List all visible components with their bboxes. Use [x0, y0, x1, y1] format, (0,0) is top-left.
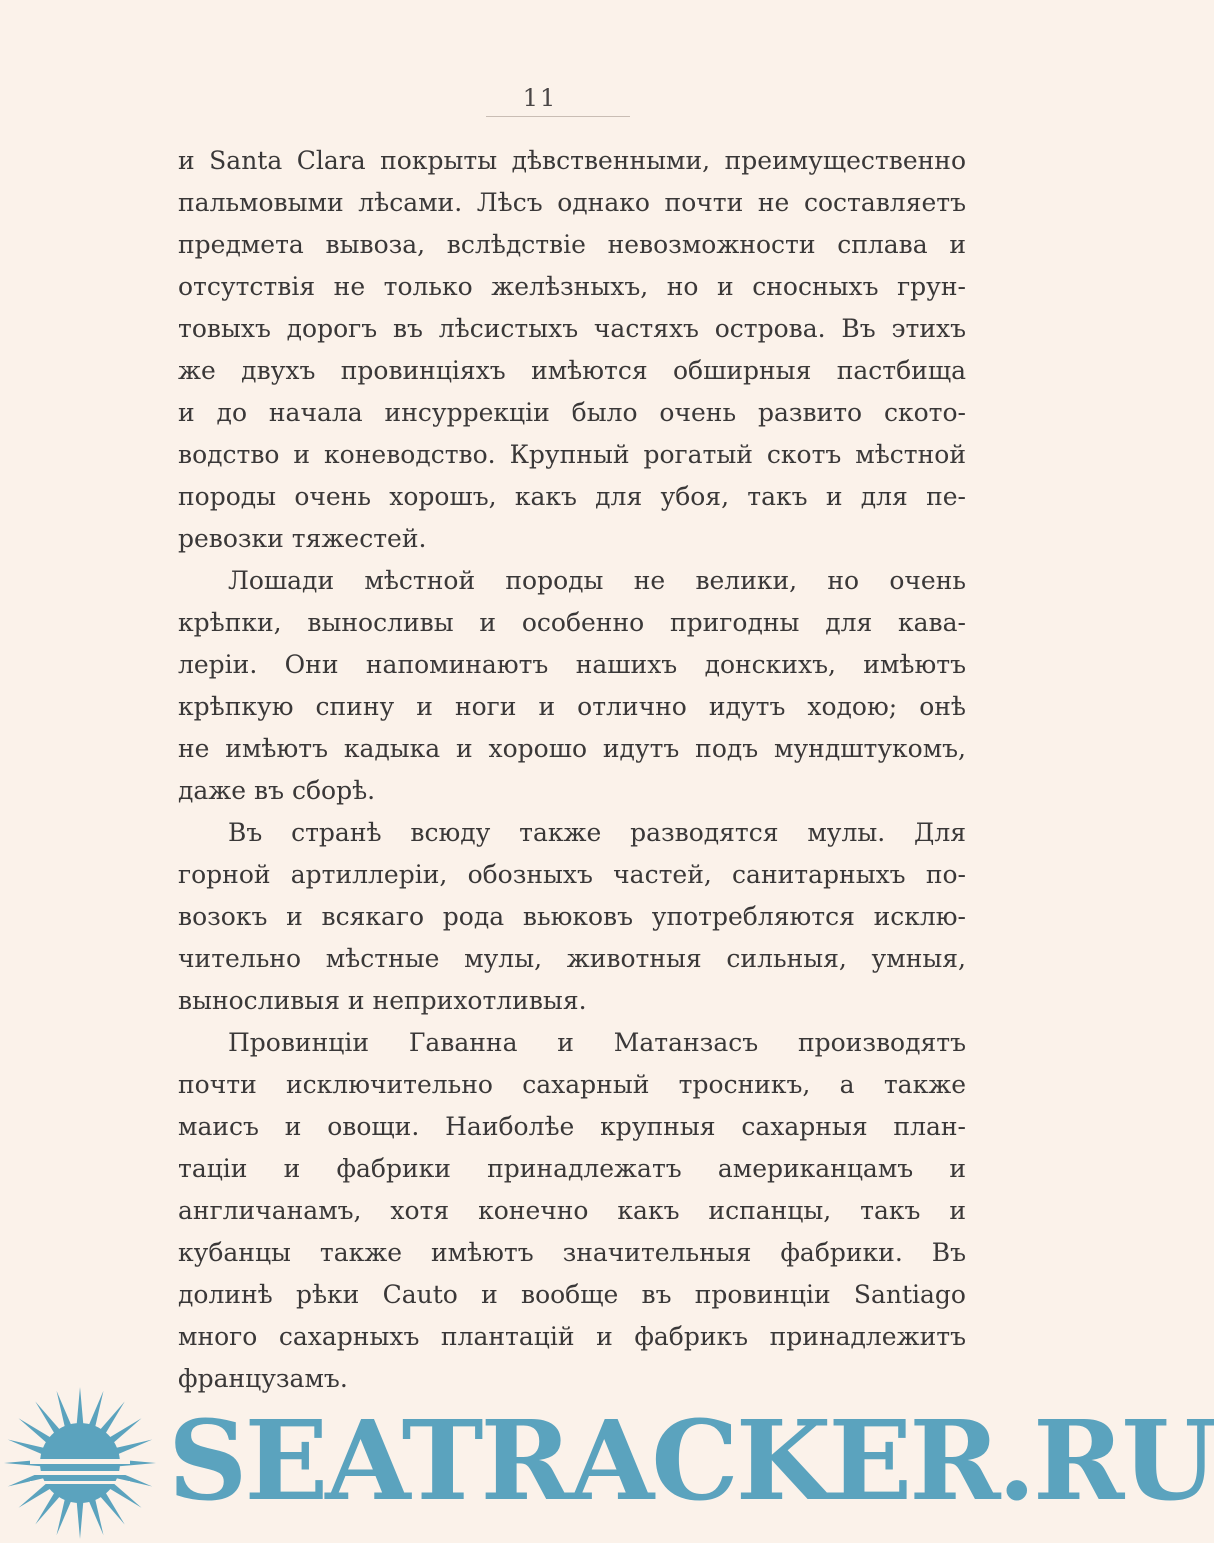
watermark-text: SEATRACKER.RU	[168, 1396, 1214, 1525]
text-line: Лошади мѣстной породы не велики, но очень	[228, 566, 966, 595]
sun-ray	[8, 1440, 45, 1455]
sun-ray	[109, 1418, 142, 1443]
text-line: кубанцы также имѣютъ значительныя фабрики. Въ	[178, 1238, 966, 1267]
text-line: долинѣ рѣки Cauto и вообще въ провинціи Santiago	[178, 1280, 966, 1309]
text-line: не имѣютъ кадыка и хорошо идутъ подъ мундштукомъ,	[178, 734, 966, 763]
text-line: водство и коневодство. Крупный рогатый скотъ мѣстной	[178, 440, 966, 469]
text-line: пальмовыми лѣсами. Лѣсъ однако почти не составляетъ	[178, 188, 966, 217]
text-line: же двухъ провинціяхъ имѣются обширныя пастбища	[178, 356, 966, 385]
sun-ray	[35, 1492, 60, 1525]
text-line: горной артиллеріи, обозныхъ частей, санитарныхъ по-	[178, 860, 966, 889]
sun-ray	[57, 1498, 72, 1535]
text-line: предмета вывоза, вслѣдствіе невозможности сплава и	[178, 230, 966, 259]
sun-ray	[19, 1418, 52, 1443]
watermark	[0, 1385, 1214, 1543]
text-line: чительно мѣстные мулы, животныя сильныя, умныя,	[178, 944, 966, 973]
header-rule	[486, 116, 630, 117]
text-line: почти исключительно сахарный тросникъ, а также	[178, 1070, 966, 1099]
paragraph	[178, 812, 966, 1022]
sun-ray	[19, 1483, 52, 1508]
paragraph	[178, 560, 966, 812]
text-line: леріи. Они напоминаютъ нашихъ донскихъ, имѣютъ	[178, 650, 966, 679]
sun-ray	[100, 1492, 125, 1525]
sun-ray	[77, 1501, 84, 1539]
text-line: таціи и фабрики принадлежатъ американцамъ и	[178, 1154, 966, 1183]
sun-ray	[88, 1498, 103, 1535]
text-line: Провинціи Гаванна и Матанзасъ производятъ	[228, 1028, 966, 1057]
sun-ray	[100, 1402, 125, 1435]
text-line: и до начала инсуррекціи было очень развито ското-	[178, 398, 966, 427]
sun-ray	[57, 1391, 72, 1428]
paragraph	[178, 140, 966, 560]
sun-ray	[109, 1483, 142, 1508]
sun-logo-icon	[0, 1385, 170, 1543]
paragraph	[178, 1022, 966, 1400]
text-line: маисъ и овощи. Наиболѣе крупныя сахарныя план-	[178, 1112, 966, 1141]
sun-ray	[88, 1391, 103, 1428]
text-line: отсутствія не только желѣзныхъ, но и сносныхъ грун-	[178, 272, 966, 301]
text-line: и Santa Clara покрыты дѣвственными, преимущественно	[178, 146, 966, 175]
text-line: много сахарныхъ плантацій и фабрикъ принадлежитъ	[178, 1322, 966, 1351]
body-text	[178, 140, 966, 1400]
text-line: ревозки тяжестей.	[178, 524, 427, 553]
page-number: 11	[522, 84, 558, 112]
text-line: товыхъ дорогъ въ лѣсистыхъ частяхъ острова. Въ этихъ	[178, 314, 966, 343]
sun-ray	[115, 1440, 152, 1455]
sun-ray	[77, 1387, 84, 1425]
text-line: англичанамъ, хотя конечно какъ испанцы, такъ и	[178, 1196, 966, 1225]
text-line: Въ странѣ всюду также разводятся мулы. Для	[228, 818, 966, 847]
text-line: французамъ.	[178, 1364, 348, 1393]
text-line: крѣпки, выносливы и особенно пригодны для кава-	[178, 608, 966, 637]
text-line: возокъ и всякаго рода вьюковъ употребляются исклю-	[178, 902, 966, 931]
sun-ray	[35, 1402, 60, 1435]
text-line: крѣпкую спину и ноги и отлично идутъ ходою; онѣ	[178, 692, 966, 721]
text-line: даже въ сборѣ.	[178, 776, 376, 805]
text-line: выносливыя и неприхотливыя.	[178, 986, 587, 1015]
text-line: породы очень хорошъ, какъ для убоя, такъ и для пе-	[178, 482, 966, 511]
